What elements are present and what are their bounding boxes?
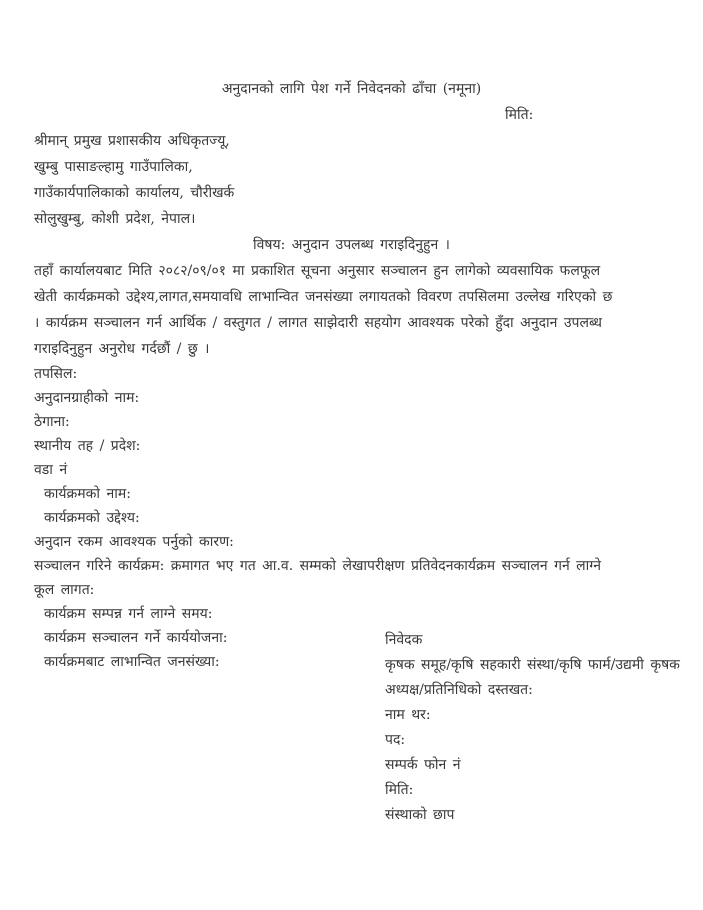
date-label: मिति: [505,107,534,123]
body-line-2: खेती कार्यक्रमको उद्देश्य,लागत,समयावधि लाभान्वित जनसंख्या लगायतको विवरण तपसिलमा उल्लेख गरिएको छ [34,289,613,305]
field-program-audit-note: सञ्चालन गरिने कार्यक्रम: क्रमागत भए गत आ.व. सम्मको लेखापरीक्षण प्रतिवेदनकार्यक्रम सञ्चालन गर्न लाग्ने [34,558,602,574]
field-action-plan: कार्यक्रम सञ्चालन गर्ने कार्ययोजना: [44,630,228,646]
position-field: पद: [385,732,406,748]
org-stamp-field: संस्थाको छाप [385,807,455,823]
body-line-1: तहाँ कार्यालयबाट मिति २०८२/०९/०१ मा प्रकाशित सूचना अनुसार सञ्चालन हुन लागेको व्यवसायिक फलफूल [34,263,601,279]
signature-block [385,628,680,828]
date-field: मिति: [385,782,414,798]
document-title: अनुदानको लागि पेश गर्ने निवेदनको ढाँचा (नमूना) [221,81,482,97]
body-line-3: । कार्यक्रम सञ्चालन गर्न आर्थिक / वस्तुगत / लागत साझेदारी सहयोग आवश्यक परेको हुँदा अनुदान उपलब्ध [34,315,603,331]
body-paragraph [0,258,703,362]
address-block [0,128,703,232]
body-line-4: गराइदिनुहुन अनुरोध गर्दछौं / छु । [34,341,210,357]
address-line-office: गाउँकार्यपालिकाको कार्यालय, चौरीखर्क [34,185,235,201]
field-grant-reason: अनुदान रकम आवश्यक पर्नुको कारण: [34,534,234,550]
address-line-municipality: खुम्बु पासाङल्हामु गाउँपालिका, [34,159,193,175]
field-ward-no: वडा नं [34,462,68,478]
field-program-objective: कार्यक्रमको उद्देश्य: [44,510,140,526]
subject-line: विषय: अनुदान उपलब्ध गराइदिनुहुन । [252,237,450,253]
field-total-cost: कूल लागत: [34,582,95,598]
field-program-name: कार्यक्रमको नाम: [44,486,131,502]
applicant-heading: निवेदक [385,632,423,648]
address-line-recipient: श्रीमान् प्रमुख प्रशासकीय अधिकृतज्यू, [34,133,230,149]
field-grantee-name: अनुदानग्राहीको नाम: [34,390,140,406]
field-beneficiary-population: कार्यक्रमबाट लाभान्वित जनसंख्या: [44,654,220,670]
signature-field: अध्यक्ष/प्रतिनिधिको दस्तखत: [385,682,533,698]
applicant-type-line: कृषक समूह/कृषि सहकारी संस्था/कृषि फार्म/उद्यमी कृषक [385,657,680,673]
address-line-district: सोलुखुम्बु, कोशी प्रदेश, नेपाल। [34,211,196,227]
field-local-level-province: स्थानीय तह / प्रदेश: [34,438,141,454]
detail-heading-tapasil: तपसिल: [34,366,78,382]
field-completion-time: कार्यक्रम सम्पन्न गर्न लाग्ने समय: [44,606,213,622]
field-address: ठेगाना: [34,414,70,430]
name-field: नाम थर: [385,707,431,723]
contact-phone-field: सम्पर्क फोन नं [385,757,461,773]
